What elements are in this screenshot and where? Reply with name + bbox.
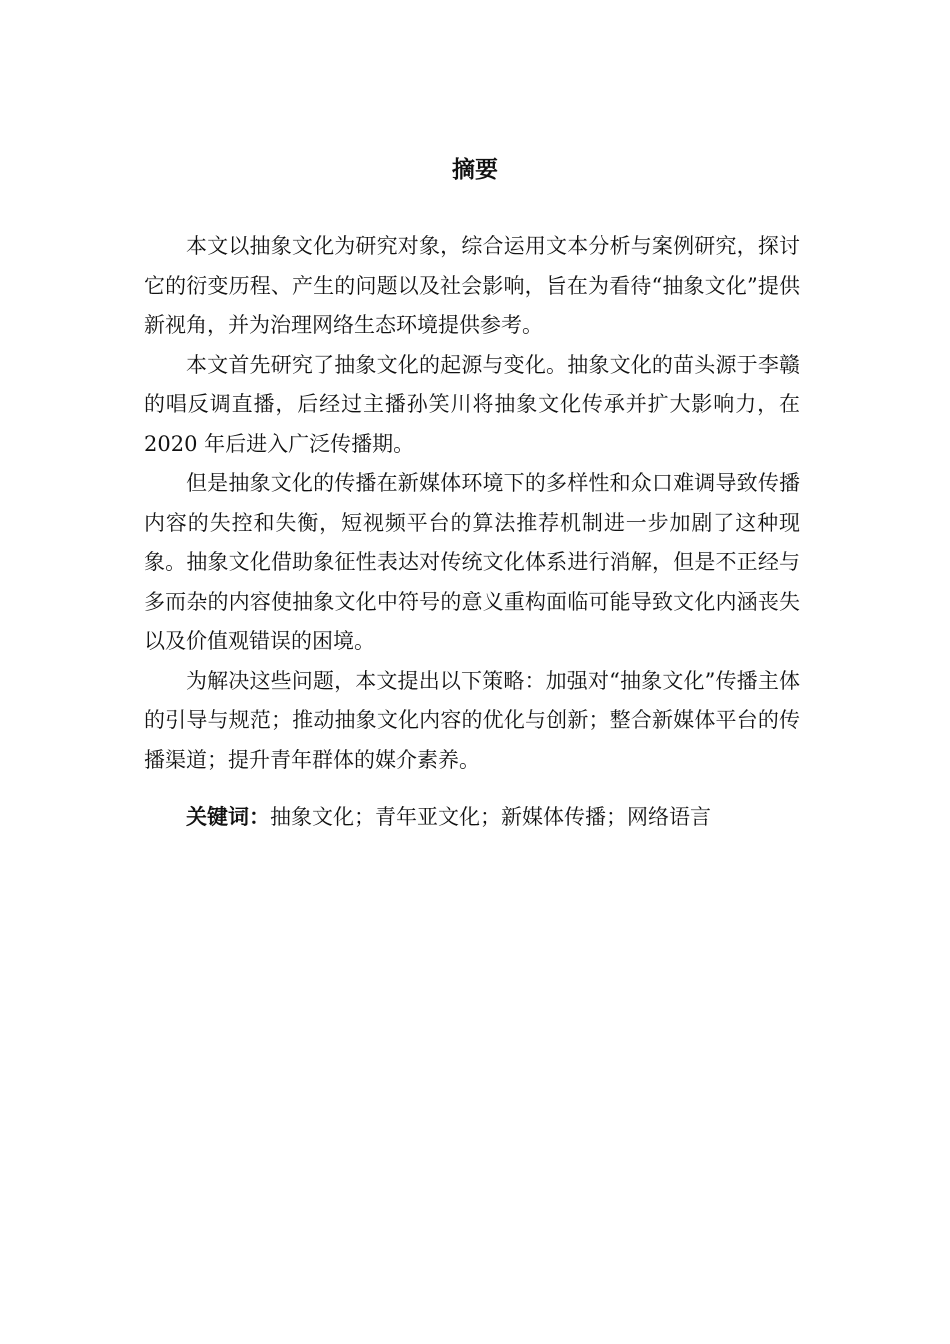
abstract-paragraph-1: 本文以抽象文化为研究对象，综合运用文本分析与案例研究，探讨它的衍变历程、产生的问题以及社会影响，旨在为看待“抽象文化”提供新视角，并为治理网络生态环境提供参考。: [144, 234, 800, 337]
abstract-paragraph-4: 为解决这些问题，本文提出以下策略：加强对“抽象文化”传播主体的引导与规范；推动抽象文化内容的优化与创新；整合新媒体平台的传播渠道；提升青年群体的媒介素养。: [144, 668, 800, 772]
abstract-body: [144, 227, 800, 780]
abstract-paragraph-2: 本文首先研究了抽象文化的起源与变化。抽象文化的苗头源于李赣的唱反调直播，后经过主播孙笑川将抽象文化传承并扩大影响力，在 2020 年后进入广泛传播期。: [144, 352, 800, 456]
keywords-text: 抽象文化；青年亚文化；新媒体传播；网络语言: [270, 805, 711, 829]
abstract-title: 摘要: [452, 157, 498, 183]
abstract-paragraph-3: 但是抽象文化的传播在新媒体环境下的多样性和众口难调导致传播内容的失控和失衡，短视频平台的算法推荐机制进一步加剧了这种现象。抽象文化借助象征性表达对传统文化体系进行消解，但是不正经与多而杂的内容使抽象文化中符号的意义重构面临可能导致文化内涵丧失以及价值观错误的困境。: [144, 471, 800, 653]
keywords-label: 关键词：: [186, 805, 270, 829]
keywords-line: [186, 797, 826, 837]
